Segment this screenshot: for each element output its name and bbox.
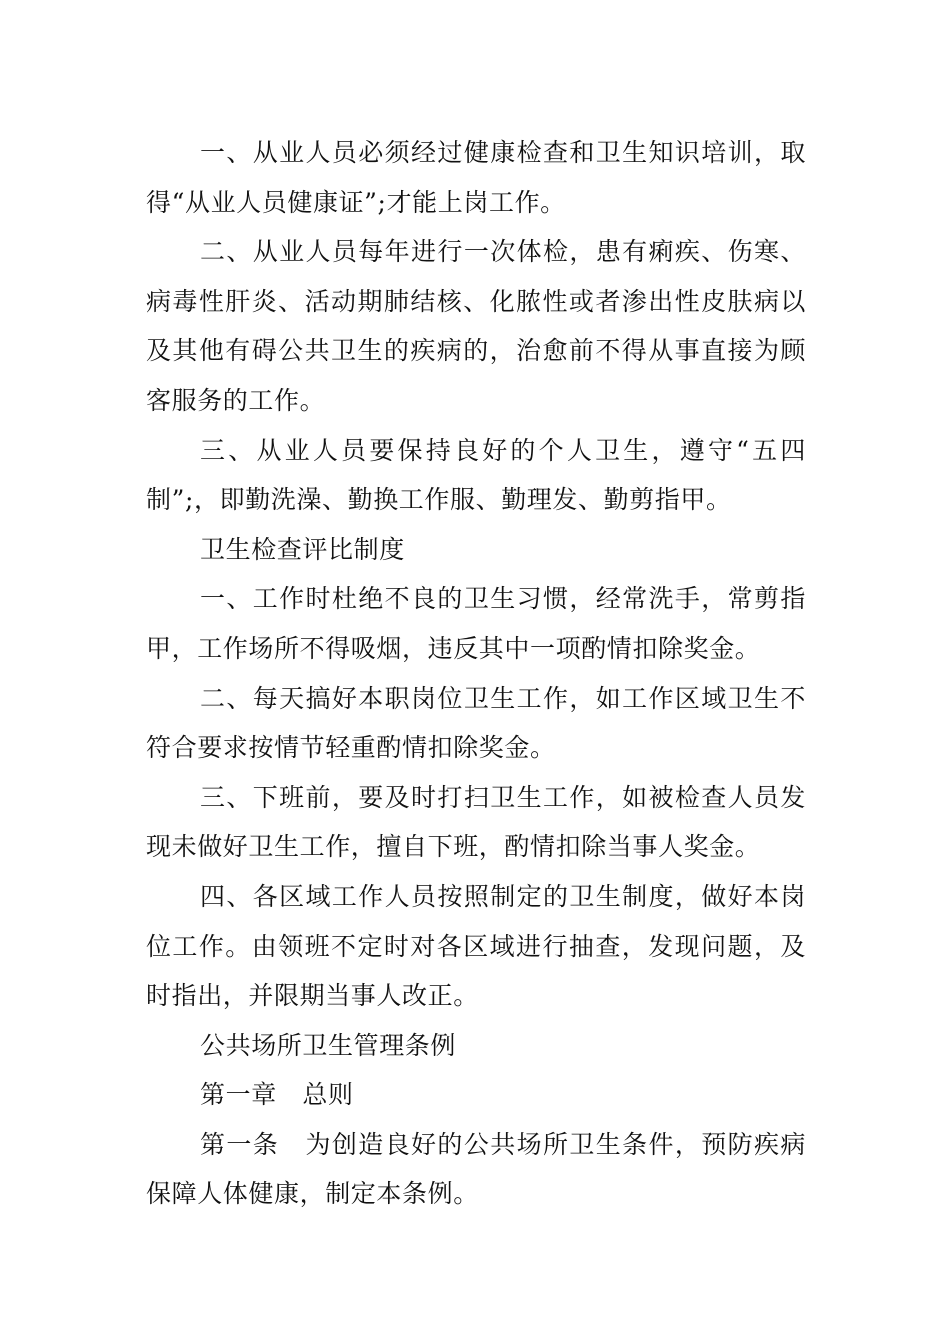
section-heading-regulations: 公共场所卫生管理条例 <box>200 1030 457 1060</box>
paragraph-daily-cleaning: 二、每天搞好本职岗位卫生工作，如工作区域卫生不符合要求按情节轻重酌情扣除奖金。 <box>146 683 806 763</box>
paragraph-article-one: 第一条 为创造良好的公共场所卫生条件，预防疾病保障人体健康，制定本条例。 <box>146 1129 806 1209</box>
paragraph-spot-checks: 四、各区域工作人员按照制定的卫生制度，做好本岗位工作。由领班不定时对各区域进行抽查，发现问题，及时指出，并限期当事人改正。 <box>146 881 806 1011</box>
paragraph-before-leaving: 三、下班前，要及时打扫卫生工作，如被检查人员发现未做好卫生工作，擅自下班，酌情扣除当事人奖金。 <box>146 782 806 862</box>
paragraph-annual-checkup: 二、从业人员每年进行一次体检，患有痢疾、伤寒、病毒性肝炎、活动期肺结核、化脓性或者渗出性皮肤病以及其他有碍公共卫生的疾病的，治愈前不得从事直接为顾客服务的工作。 <box>146 237 806 415</box>
paragraph-personal-hygiene: 三、从业人员要保持良好的个人卫生，遵守“五四制”;，即勤洗澡、勤换工作服、勤理发、勤剪指甲。 <box>146 435 806 515</box>
document-body <box>146 128 806 1219</box>
paragraph-bad-habits: 一、工作时杜绝不良的卫生习惯，经常洗手，常剪指甲，工作场所不得吸烟，违反其中一项酌情扣除奖金。 <box>146 584 806 663</box>
paragraph-health-certificate: 一、从业人员必须经过健康检查和卫生知识培训，取得“从业人员健康证”;才能上岗工作。 <box>146 138 806 217</box>
chapter-heading: 第一章 总则 <box>200 1080 354 1110</box>
section-heading-inspection: 卫生检查评比制度 <box>200 534 405 564</box>
